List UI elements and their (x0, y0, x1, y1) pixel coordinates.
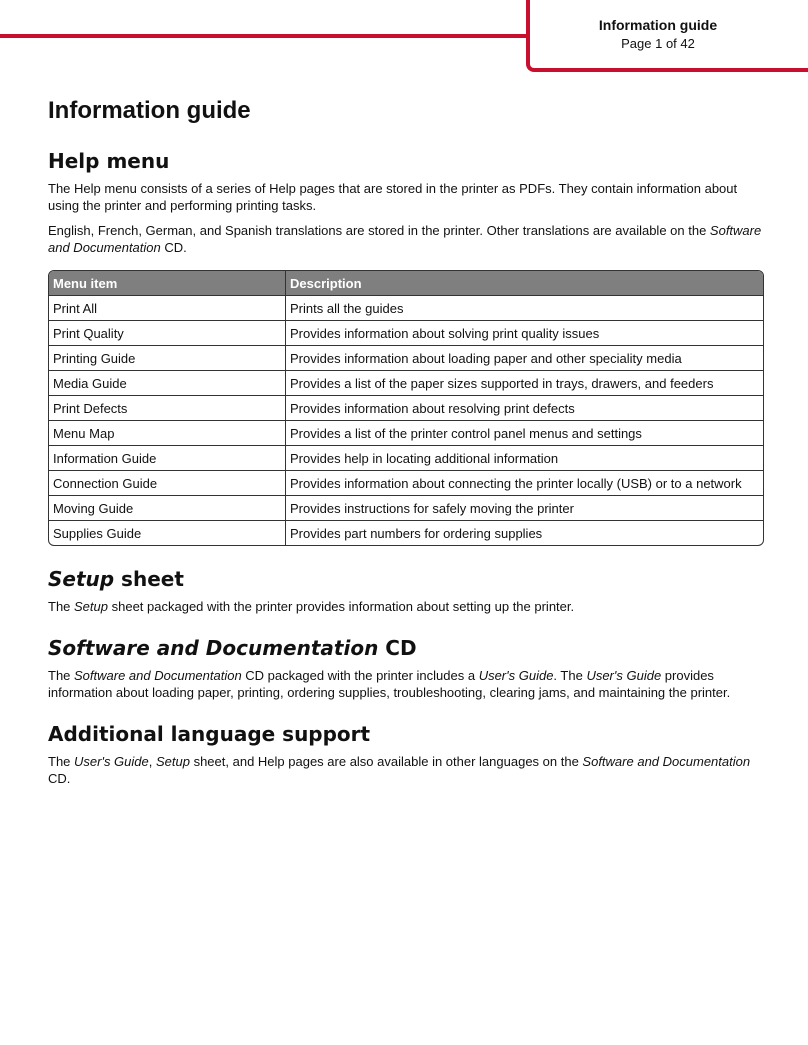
table-row (49, 346, 763, 371)
description-cell: Provides information about connecting the printer locally (USB) or to a network (286, 471, 764, 496)
table-row (49, 396, 763, 421)
table-row (49, 371, 763, 396)
additional-language-paragraph (48, 753, 764, 787)
menu-item-cell: Print Quality (49, 321, 286, 346)
table-body (49, 296, 763, 546)
page-number: Page 1 of 42 (621, 36, 695, 51)
column-header-menu-item: Menu item (49, 271, 286, 296)
italic-span: Setup (48, 567, 115, 591)
menu-item-cell: Moving Guide (49, 496, 286, 521)
software-cd-paragraph (48, 667, 764, 701)
menu-item-cell: Printing Guide (49, 346, 286, 371)
table-row (49, 421, 763, 446)
text-span: The (48, 668, 75, 683)
description-cell: Provides information about solving print quality issues (286, 321, 764, 346)
help-menu-paragraph-1: The Help menu consists of a series of Help pages that are stored in the printer as PDFs. They contain information about using the printer and performing printing tasks. (48, 181, 738, 213)
header-rule (0, 34, 530, 38)
menu-item-cell: Print All (49, 296, 286, 321)
table-header-row (49, 271, 763, 296)
description-cell: Provides part numbers for ordering supplies (286, 521, 764, 546)
text-span: English, French, German, and Spanish translations are stored in the printer. Other translations are available on the (48, 223, 710, 238)
table-row (49, 321, 763, 346)
help-menu-paragraph-2 (48, 222, 764, 256)
italic-span: Setup (74, 599, 108, 614)
italic-span: Software and Documentation (582, 754, 751, 769)
description-cell: Provides instructions for safely moving the printer (286, 496, 764, 521)
italic-span: User's Guide (74, 754, 149, 769)
additional-language-heading: Additional language support (48, 722, 371, 746)
text-span: CD. (48, 771, 71, 786)
description-cell: Provides help in locating additional information (286, 446, 764, 471)
help-menu-heading: Help menu (48, 149, 170, 173)
menu-item-cell: Media Guide (49, 371, 286, 396)
setup-sheet-paragraph (48, 598, 764, 615)
text-span: CD. (160, 240, 187, 255)
italic-span: Software and Documentation (48, 223, 762, 255)
page-title: Information guide (48, 97, 251, 124)
table-row (49, 446, 763, 471)
header-title: Information guide (598, 17, 718, 33)
table-row (49, 471, 763, 496)
menu-item-cell: Menu Map (49, 421, 286, 446)
description-cell: Provides a list of the printer control panel menus and settings (286, 421, 764, 446)
software-cd-heading (48, 635, 764, 661)
text-span: provides information about loading paper, printing, ordering supplies, troubleshooting, clearing jams, and maintaining the printer. (48, 668, 731, 700)
menu-item-cell: Connection Guide (49, 471, 286, 496)
italic-span: Setup (155, 754, 190, 769)
text-span: CD packaged with the printer includes a (241, 668, 479, 683)
text-span: sheet packaged with the printer provides information about setting up the printer. (108, 599, 575, 614)
table-row (49, 521, 763, 546)
table-row (49, 496, 763, 521)
menu-item-cell: Information Guide (49, 446, 286, 471)
help-menu-table-frame (48, 270, 764, 546)
setup-sheet-heading (48, 566, 764, 592)
menu-item-cell: Supplies Guide (49, 521, 286, 546)
italic-span: User's Guide (586, 668, 662, 683)
document-body (48, 96, 764, 787)
description-cell: Provides information about resolving print defects (286, 396, 764, 421)
text-span: sheet (114, 567, 184, 591)
italic-span: User's Guide (478, 668, 554, 683)
column-header-description: Description (286, 271, 764, 296)
text-span: The (48, 754, 75, 769)
italic-span: Software and Documentation (48, 636, 379, 660)
italic-span: Software and Documentation (74, 668, 242, 683)
text-span: . The (553, 668, 587, 683)
text-span: CD (378, 636, 417, 660)
description-cell: Provides a list of the paper sizes supported in trays, drawers, and feeders (286, 371, 764, 396)
description-cell: Provides information about loading paper and other speciality media (286, 346, 764, 371)
table-row (49, 296, 763, 321)
description-cell: Prints all the guides (286, 296, 764, 321)
menu-item-cell: Print Defects (49, 396, 286, 421)
text-span: The (48, 599, 75, 614)
text-span: , (148, 754, 156, 769)
help-menu-table (49, 271, 763, 545)
text-span: sheet, and Help pages are also available in other languages on the (189, 754, 583, 769)
